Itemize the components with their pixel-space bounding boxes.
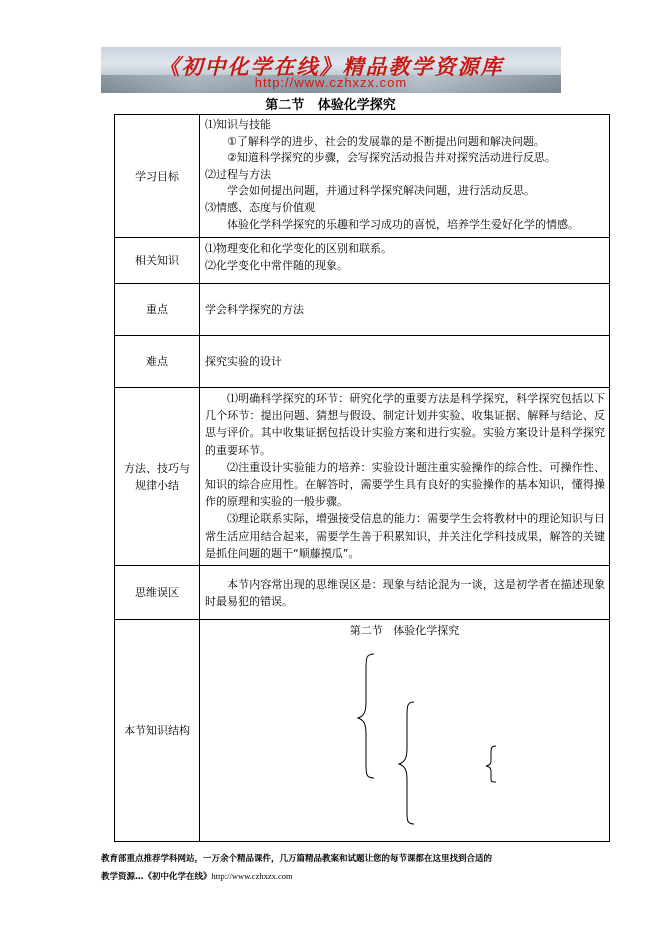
objectives-line: ①了解科学的进步、社会的发展靠的是不断提出问题和解决问题。 (227, 134, 545, 148)
objectives-line: ⑴知识与技能 (205, 118, 271, 131)
row-label-structure: 本节知识结构 (115, 620, 200, 842)
related-content (200, 238, 610, 284)
footer-line-2 (101, 870, 621, 882)
knowledge-structure-braces (200, 640, 610, 840)
objectives-line: 学会如何提出问题，并通过科学探究解决问题，进行活动反思。 (227, 184, 535, 198)
objectives-line: 体验化学科学探究的乐趣和学习成功的喜悦，培养学生爱好化学的情感。 (227, 217, 579, 231)
lesson-plan-table (114, 114, 610, 842)
table-row (115, 388, 610, 566)
footer-resource-text: 教学资源…《初中化学在线》 (101, 872, 212, 882)
objectives-line: ⑶情感、态度与价值观 (205, 200, 315, 214)
table-row (115, 336, 610, 388)
methods-paragraph: ⑴明确科学探究的环节：研究化学的重要方法是科学探究，科学探究包括以下几个环节：提出问题、猜想与假设、制定计划并实验、收集证据、解释与结论、反思与评价。其中收集证据包括设计实验方案和进行实验。实验方案设计是科学探究的重要环节。 (205, 392, 605, 457)
structure-title: 第二节 体验化学探究 (349, 624, 460, 637)
row-label-objectives: 学习目标 (115, 115, 200, 238)
objectives-line: ⑵过程与方法 (205, 167, 271, 181)
table-row (115, 115, 610, 238)
misconception-text: 本节内容常出现的思维误区是：现象与结论混为一谈，这是初学者在描述现象时最易犯的错误。 (205, 577, 605, 608)
footer-url-link[interactable]: http://www.czhxzx.com (211, 871, 293, 881)
table-row (115, 566, 610, 620)
related-line: ⑴物理变化和化学变化的区别和联系。 (205, 242, 392, 255)
brace-3 (486, 746, 496, 782)
difficulty-text: 探究实验的设计 (205, 355, 282, 368)
row-label-methods: 方法、技巧与规律小结 (115, 388, 200, 566)
misconception-content (200, 566, 610, 620)
table-row (115, 238, 610, 284)
row-label-key: 重点 (115, 284, 200, 336)
page-title: 第二节 体验化学探究 (265, 98, 396, 113)
key-text: 学会科学探究的方法 (205, 303, 304, 316)
banner-url[interactable]: http://www.czhxzx.com (254, 75, 408, 90)
related-line: ⑵化学变化中常伴随的现象。 (205, 259, 348, 272)
header-banner (101, 47, 561, 93)
row-label-related: 相关知识 (115, 238, 200, 284)
difficulty-content (200, 336, 610, 388)
brace-1 (358, 654, 374, 778)
objectives-line: ②知道科学探究的步骤，会写探究活动报告并对探究活动进行反思。 (227, 151, 556, 165)
row-label-misconception: 思维误区 (115, 566, 200, 620)
row-label-difficulty: 难点 (115, 336, 200, 388)
table-row (115, 620, 610, 842)
methods-paragraph: ⑶理论联系实际，增强接受信息的能力：需要学生会将教材中的理论知识与日常生活应用结合起来，需要学生善于积累知识，并关注化学科技成果，解答的关键是抓住问题的题干“顺藤摸瓜”。 (205, 512, 605, 560)
methods-paragraph: ⑵注重设计实验能力的培养：实验设计题注重实验操作的综合性、可操作性、知识的综合应用性。在解答时，需要学生具有良好的实验操作的基本知识，懂得操作的原理和实验的一般步骤。 (205, 460, 605, 509)
methods-content (200, 388, 610, 566)
brace-2 (399, 702, 414, 824)
objectives-content (200, 115, 610, 238)
structure-content (200, 620, 610, 842)
key-content (200, 284, 610, 336)
table-row (115, 284, 610, 336)
banner-title: 《初中化学在线》精品教学资源库 (158, 54, 504, 79)
footer-line-1: 教育部重点推荐学科网站，一万余个精品课件，几万篇精品教案和试题让您的每节课都在这里找到合适的 (101, 854, 493, 864)
